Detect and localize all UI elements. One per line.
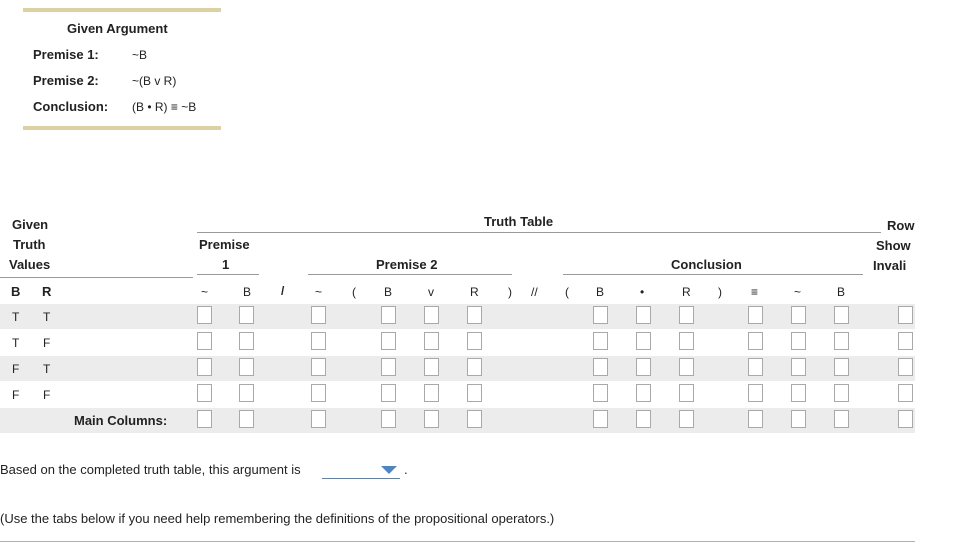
- truth-cell-checkbox[interactable]: [898, 384, 913, 402]
- truth-cell-checkbox[interactable]: [467, 306, 482, 324]
- main-column-checkbox[interactable]: [679, 410, 694, 428]
- row1-r-value: T: [43, 310, 51, 324]
- p2-left-paren: (: [352, 285, 356, 299]
- premise2-header: Premise 2: [376, 257, 438, 272]
- c-r-symbol: R: [682, 285, 691, 299]
- p1-b-symbol: B: [243, 285, 252, 299]
- separator-slash: /: [281, 284, 285, 298]
- truth-cell-checkbox[interactable]: [679, 358, 694, 376]
- premise1-label: Premise 1:: [33, 47, 99, 62]
- c-left-paren: (: [565, 285, 569, 299]
- premise2-label: Premise 2:: [33, 73, 99, 88]
- p2-or-symbol: v: [428, 285, 434, 299]
- truth-cell-checkbox[interactable]: [791, 332, 806, 350]
- argument-bottom-rule: [23, 126, 221, 130]
- truth-cell-checkbox[interactable]: [197, 384, 212, 402]
- argument-top-rule: [23, 8, 221, 12]
- bottom-divider: [0, 541, 915, 542]
- help-text: (Use the tabs below if you need help remembering the definitions of the propositional operators.): [0, 511, 555, 526]
- p1-negation-symbol: ~: [201, 285, 209, 299]
- truth-cell-checkbox[interactable]: [197, 306, 212, 324]
- truth-cell-checkbox[interactable]: [197, 332, 212, 350]
- truth-cell-checkbox[interactable]: [593, 384, 608, 402]
- truth-cell-checkbox[interactable]: [197, 358, 212, 376]
- p2-r-symbol: R: [470, 285, 479, 299]
- main-column-checkbox[interactable]: [381, 410, 396, 428]
- truth-cell-checkbox[interactable]: [239, 384, 254, 402]
- given-header-line1: Given: [12, 217, 49, 232]
- main-column-checkbox[interactable]: [593, 410, 608, 428]
- c-conjunction-symbol: •: [640, 285, 645, 299]
- truth-cell-checkbox[interactable]: [311, 306, 326, 324]
- truth-cell-checkbox[interactable]: [791, 358, 806, 376]
- main-column-checkbox[interactable]: [791, 410, 806, 428]
- truth-table-title-rule: [197, 232, 881, 233]
- truth-cell-checkbox[interactable]: [834, 384, 849, 402]
- row4-r-value: F: [43, 388, 51, 402]
- truth-cell-checkbox[interactable]: [834, 332, 849, 350]
- truth-cell-checkbox[interactable]: [791, 306, 806, 324]
- premise1-header-line2: 1: [222, 257, 230, 272]
- main-column-checkbox[interactable]: [311, 410, 326, 428]
- validity-dropdown[interactable]: [322, 463, 400, 479]
- conclusion-header: Conclusion: [671, 257, 742, 272]
- row2-b-value: T: [12, 336, 20, 350]
- truth-cell-checkbox[interactable]: [467, 358, 482, 376]
- given-values-rule: [0, 277, 193, 278]
- column-b-header: B: [11, 284, 21, 299]
- premise1-header-rule: [197, 274, 259, 275]
- given-header-line2: Truth: [13, 237, 46, 252]
- main-column-checkbox[interactable]: [467, 410, 482, 428]
- row-header-line2: Show: [876, 238, 911, 253]
- truth-cell-checkbox[interactable]: [424, 358, 439, 376]
- truth-cell-checkbox[interactable]: [636, 384, 651, 402]
- truth-cell-checkbox[interactable]: [748, 384, 763, 402]
- main-column-checkbox[interactable]: [748, 410, 763, 428]
- truth-cell-checkbox[interactable]: [467, 332, 482, 350]
- column-r-header: R: [42, 284, 52, 299]
- row3-b-value: F: [12, 362, 20, 376]
- truth-cell-checkbox[interactable]: [898, 358, 913, 376]
- truth-cell-checkbox[interactable]: [636, 306, 651, 324]
- truth-cell-checkbox[interactable]: [636, 332, 651, 350]
- row1-b-value: T: [12, 310, 20, 324]
- truth-cell-checkbox[interactable]: [636, 358, 651, 376]
- p2-negation-symbol: ~: [315, 285, 323, 299]
- premise2-header-rule: [308, 274, 512, 275]
- truth-cell-checkbox[interactable]: [381, 384, 396, 402]
- truth-cell-checkbox[interactable]: [311, 332, 326, 350]
- truth-cell-checkbox[interactable]: [679, 332, 694, 350]
- truth-cell-checkbox[interactable]: [424, 384, 439, 402]
- truth-cell-checkbox[interactable]: [834, 358, 849, 376]
- truth-cell-checkbox[interactable]: [834, 306, 849, 324]
- truth-cell-checkbox[interactable]: [311, 384, 326, 402]
- truth-cell-checkbox[interactable]: [679, 384, 694, 402]
- c-b2-symbol: B: [837, 285, 846, 299]
- truth-cell-checkbox[interactable]: [593, 358, 608, 376]
- row-header-line3: Invali: [873, 258, 907, 273]
- c-equivalence-symbol: ≡: [751, 285, 759, 299]
- truth-cell-checkbox[interactable]: [898, 332, 913, 350]
- premise2-value: ~(B v R): [132, 74, 177, 88]
- row2-r-value: F: [43, 336, 51, 350]
- truth-cell-checkbox[interactable]: [424, 306, 439, 324]
- premise1-header-line1: Premise: [199, 237, 250, 252]
- conclusion-header-rule: [563, 274, 863, 275]
- argument-title: Given Argument: [67, 21, 168, 36]
- main-column-checkbox[interactable]: [898, 410, 913, 428]
- premise1-value: ~B: [132, 48, 148, 62]
- main-column-checkbox[interactable]: [636, 410, 651, 428]
- truth-cell-checkbox[interactable]: [748, 358, 763, 376]
- truth-cell-checkbox[interactable]: [239, 332, 254, 350]
- row-shade-1: [0, 304, 915, 329]
- truth-table-title: Truth Table: [484, 214, 554, 229]
- truth-cell-checkbox[interactable]: [239, 306, 254, 324]
- conclusion-label: Conclusion:: [33, 99, 109, 114]
- truth-cell-checkbox[interactable]: [381, 306, 396, 324]
- truth-cell-checkbox[interactable]: [424, 332, 439, 350]
- truth-cell-checkbox[interactable]: [467, 384, 482, 402]
- row-header-line1: Row: [887, 218, 915, 233]
- main-column-checkbox[interactable]: [834, 410, 849, 428]
- row-shade-3: [0, 356, 915, 381]
- main-column-checkbox[interactable]: [197, 410, 212, 428]
- truth-cell-checkbox[interactable]: [311, 358, 326, 376]
- truth-cell-checkbox[interactable]: [748, 332, 763, 350]
- main-columns-label: Main Columns:: [74, 413, 168, 428]
- c-right-paren: ): [718, 285, 722, 299]
- separator-double-slash: //: [531, 285, 538, 299]
- truth-cell-checkbox[interactable]: [593, 306, 608, 324]
- truth-cell-checkbox[interactable]: [593, 332, 608, 350]
- main-column-checkbox[interactable]: [239, 410, 254, 428]
- c-negation-symbol: ~: [794, 285, 802, 299]
- truth-cell-checkbox[interactable]: [748, 306, 763, 324]
- chevron-down-icon[interactable]: [381, 466, 397, 474]
- given-header-line3: Values: [9, 257, 51, 272]
- truth-cell-checkbox[interactable]: [898, 306, 913, 324]
- c-b-symbol: B: [596, 285, 605, 299]
- truth-cell-checkbox[interactable]: [381, 358, 396, 376]
- p2-b-symbol: B: [384, 285, 393, 299]
- row3-r-value: T: [43, 362, 51, 376]
- conclusion-value: (B • R) ≡ ~B: [132, 100, 197, 114]
- row4-b-value: F: [12, 388, 20, 402]
- question-period: .: [404, 462, 408, 477]
- truth-cell-checkbox[interactable]: [239, 358, 254, 376]
- truth-cell-checkbox[interactable]: [679, 306, 694, 324]
- p2-right-paren: ): [508, 285, 512, 299]
- validity-question: Based on the completed truth table, this argument is: [0, 462, 301, 477]
- main-column-checkbox[interactable]: [424, 410, 439, 428]
- truth-cell-checkbox[interactable]: [791, 384, 806, 402]
- truth-cell-checkbox[interactable]: [381, 332, 396, 350]
